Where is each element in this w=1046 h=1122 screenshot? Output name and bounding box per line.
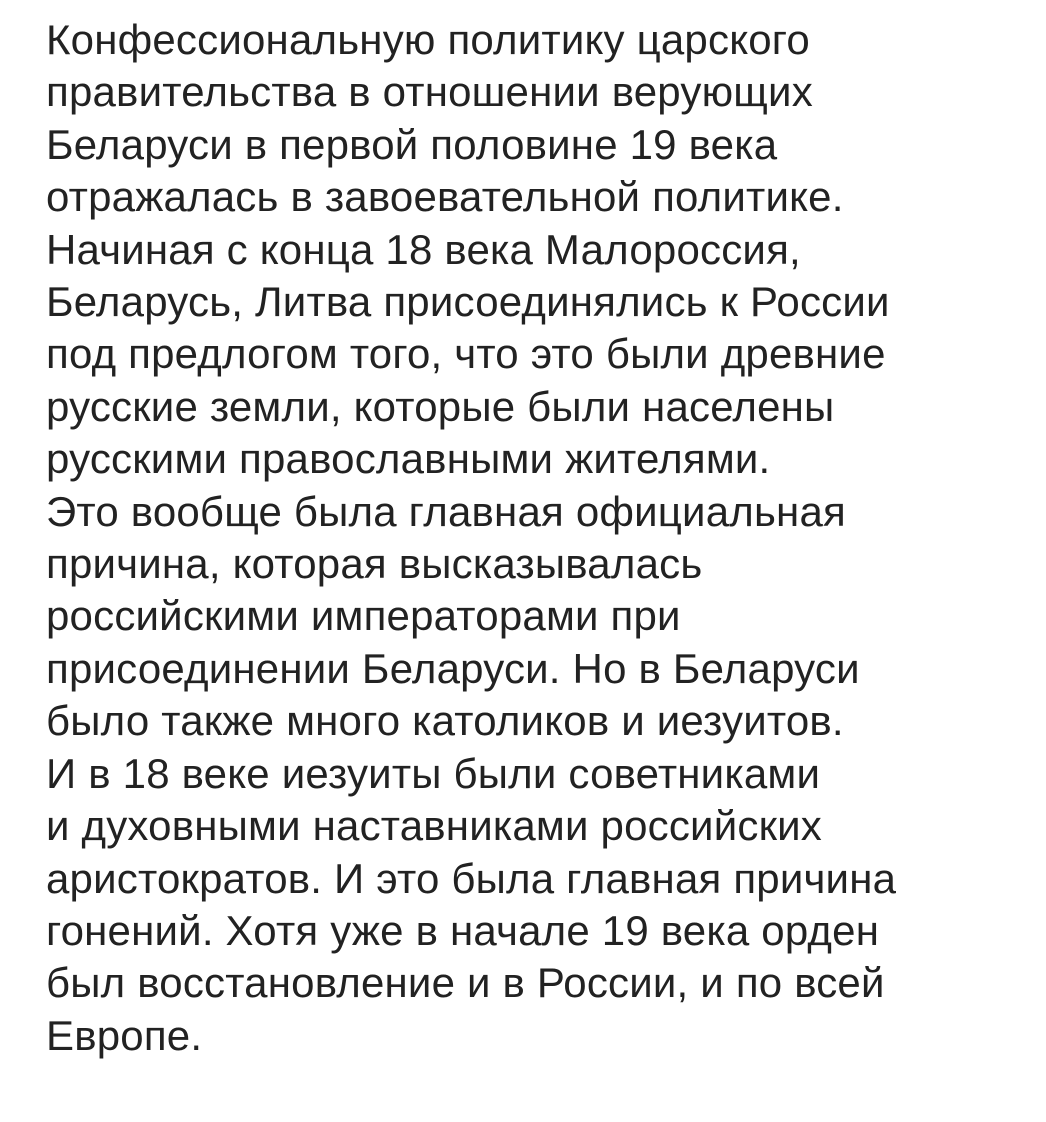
- text-line: был восстановление и в России, и по всей: [46, 959, 885, 1007]
- text-line: И в 18 веке иезуиты были советниками: [46, 749, 821, 797]
- text-line: русскими православными жителями.: [46, 435, 771, 483]
- text-line: Это вообще была главная официальная: [46, 487, 846, 535]
- text-line: аристократов. И это была главная причина: [46, 854, 897, 902]
- text-line: Конфессиональную политику царского: [46, 16, 810, 63]
- text-line: Беларусь, Литва присоединялись к России: [46, 278, 890, 326]
- text-line: Европе.: [46, 1011, 203, 1059]
- text-line: под предлогом того, что это были древние: [46, 330, 886, 378]
- text-line: отражалась в завоевательной политике.: [46, 173, 844, 221]
- text-line: Беларуси в первой половине 19 века: [46, 120, 778, 168]
- text-line: причина, которая высказывалась: [46, 540, 703, 588]
- text-line: присоединении Беларуси. Но в Беларуси: [46, 644, 860, 692]
- answer-text: [46, 14, 1036, 1062]
- text-line: правительства в отношении верующих: [46, 68, 813, 116]
- text-line: гонений. Хотя уже в начале 19 века орден: [46, 906, 880, 954]
- text-line: русские земли, которые были населены: [46, 382, 835, 430]
- text-line: и духовными наставниками российских: [46, 802, 823, 850]
- text-line: было также много католиков и иезуитов.: [46, 697, 844, 745]
- text-line: Начиная с конца 18 века Малороссия,: [46, 225, 801, 273]
- text-line: российскими императорами при: [46, 592, 681, 640]
